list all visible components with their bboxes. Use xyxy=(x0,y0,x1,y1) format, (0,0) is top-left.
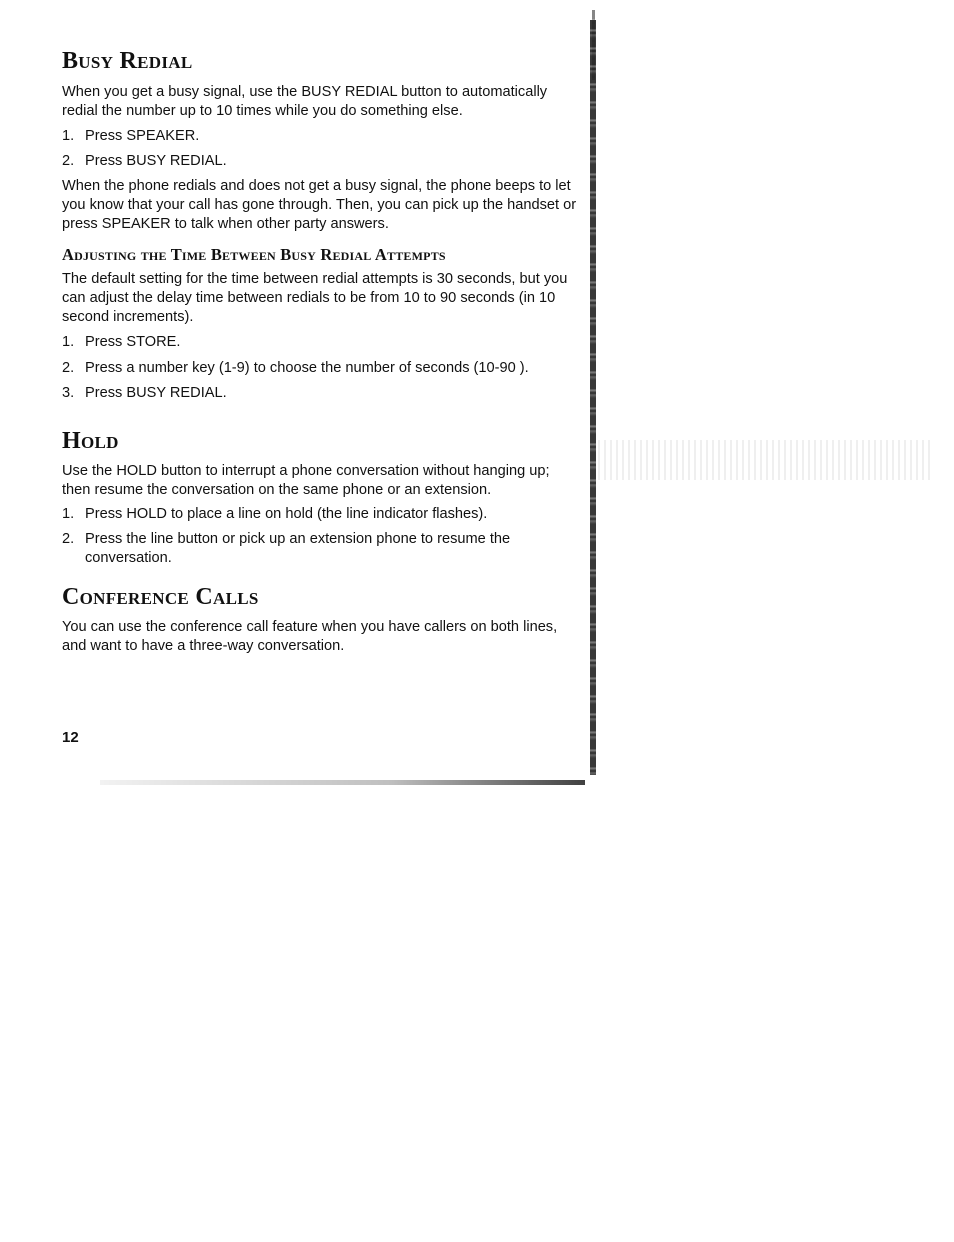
busy-redial-heading: Busy Redial xyxy=(62,48,193,74)
busy-redial-intro: When you get a busy signal, use the BUSY REDIAL button to automatically redial the number up to 10 times while you do something else. xyxy=(62,84,548,119)
hold-heading: Hold xyxy=(62,428,119,454)
hold-step-1: 1. Press HOLD to place a line on hold (the line indicator flashes). xyxy=(62,506,488,522)
hold-step-2: 2. Press the line button or pick up an extension phone to resume the conversation. xyxy=(62,531,511,566)
busy-redial-note: When the phone redials and does not get a busy signal, the phone beeps to let you know that your call has gone through. Then, you can pick up the handset or press SPEAKER to talk when other party answers. xyxy=(62,178,577,232)
adjusting-intro: The default setting for the time between redial attempts is 30 seconds, but you can adjust the delay time between redials to be from 10 to 90 seconds (in 10 second increments). xyxy=(62,271,568,325)
adjusting-heading: Adjusting the Time Between Busy Redial Attempts xyxy=(62,245,446,264)
scan-edge-right xyxy=(590,20,596,775)
adjusting-step-2: 2. Press a number key (1-9) to choose the number of seconds (10-90 ). xyxy=(62,360,529,376)
hold-intro: Use the HOLD button to interrupt a phone conversation without hanging up; then resume the conversation on the same phone or an extension. xyxy=(62,463,550,498)
conference-heading: Conference Calls xyxy=(62,584,259,610)
page-number: 12 xyxy=(62,729,79,746)
scan-noise xyxy=(598,440,933,480)
scan-edge-bottom xyxy=(100,780,585,785)
adjusting-step-3: 3. Press BUSY REDIAL. xyxy=(62,385,227,401)
adjusting-step-1: 1. Press STORE. xyxy=(62,334,181,350)
busy-redial-step-2: 2. Press BUSY REDIAL. xyxy=(62,153,227,169)
conference-intro: You can use the conference call feature when you have callers on both lines, and want to have a three-way conversation. xyxy=(62,619,558,654)
busy-redial-step-1: 1. Press SPEAKER. xyxy=(62,128,200,144)
